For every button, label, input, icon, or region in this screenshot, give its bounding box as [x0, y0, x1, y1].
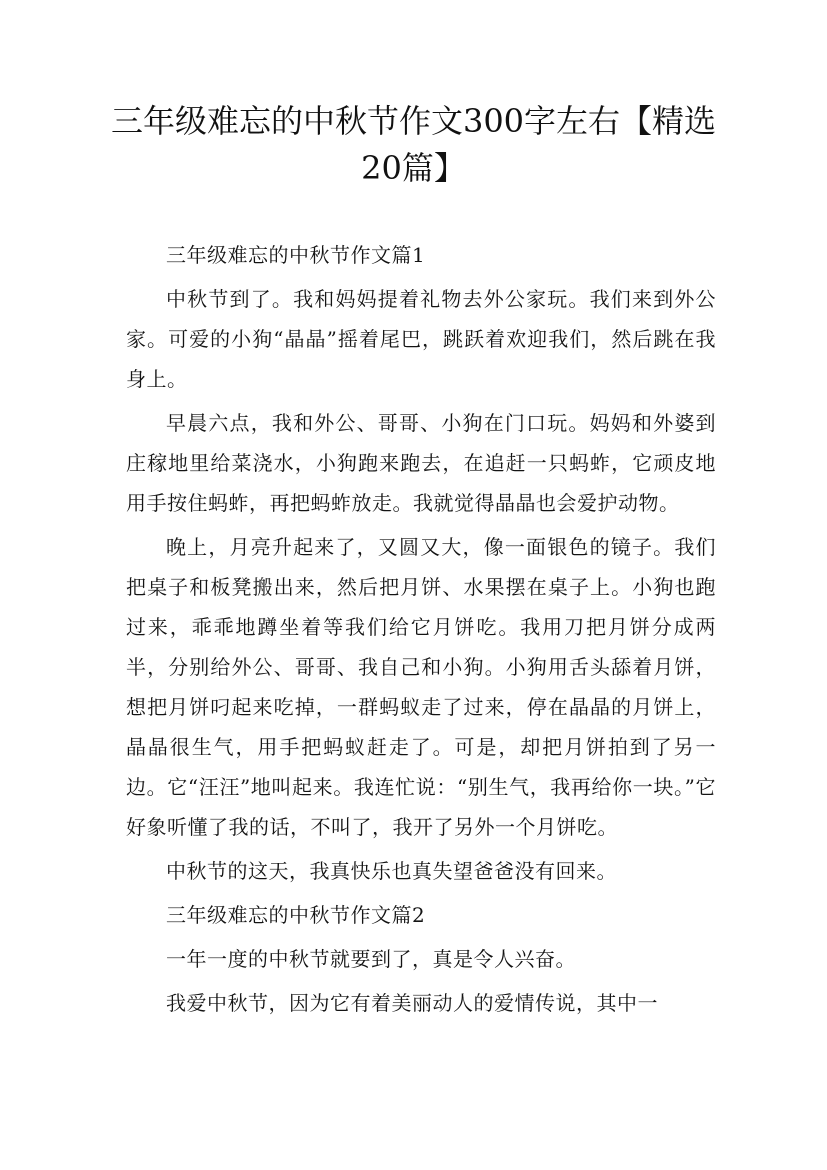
section-heading-1: 三年级难忘的中秋节作文篇1 — [166, 243, 426, 267]
body-paragraph: 一年一度的中秋节就要到了，真是令人兴奋。 — [166, 947, 576, 971]
body-paragraph: 我爱中秋节，因为它有着美丽动人的爱情传说，其中一 — [166, 991, 658, 1015]
document-body — [126, 235, 716, 1027]
document-title: 三年级难忘的中秋节作文300字左右【精选20篇】 — [110, 102, 717, 187]
body-paragraph: 中秋节的这天，我真快乐也真失望爸爸没有回来。 — [166, 859, 617, 883]
section-heading-2: 三年级难忘的中秋节作文篇2 — [166, 903, 426, 927]
body-paragraph: 中秋节到了。我和妈妈提着礼物去外公家玩。我们来到外公家。可爱的小狗“晶晶”摇着尾巴，跳跃着欢迎我们，然后跳在我身上。 — [126, 287, 716, 391]
body-paragraph: 早晨六点，我和外公、哥哥、小狗在门口玩。妈妈和外婆到庄稼地里给菜浇水，小狗跑来跑去，在追赶一只蚂蚱，它顽皮地用手按住蚂蚱，再把蚂蚱放走。我就觉得晶晶也会爱护动物。 — [126, 411, 716, 515]
body-paragraph: 晚上，月亮升起来了，又圆又大，像一面银色的镜子。我们把桌子和板凳搬出来，然后把月饼、水果摆在桌子上。小狗也跑过来，乖乖地蹲坐着等我们给它月饼吃。我用刀把月饼分成两半，分别给外公、哥哥、我自己和小狗。小狗用舌头舔着月饼，想把月饼叼起来吃掉，一群蚂蚁走了过来，停在晶晶的月饼上，晶晶很生气，用手把蚂蚁赶走了。可是，却把月饼拍到了另一边。它“汪汪”地叫起来。我连忙说：“别生气，我再给你一块。”它好象听懂了我的话，不叫了，我开了另外一个月饼吃。 — [126, 535, 716, 839]
